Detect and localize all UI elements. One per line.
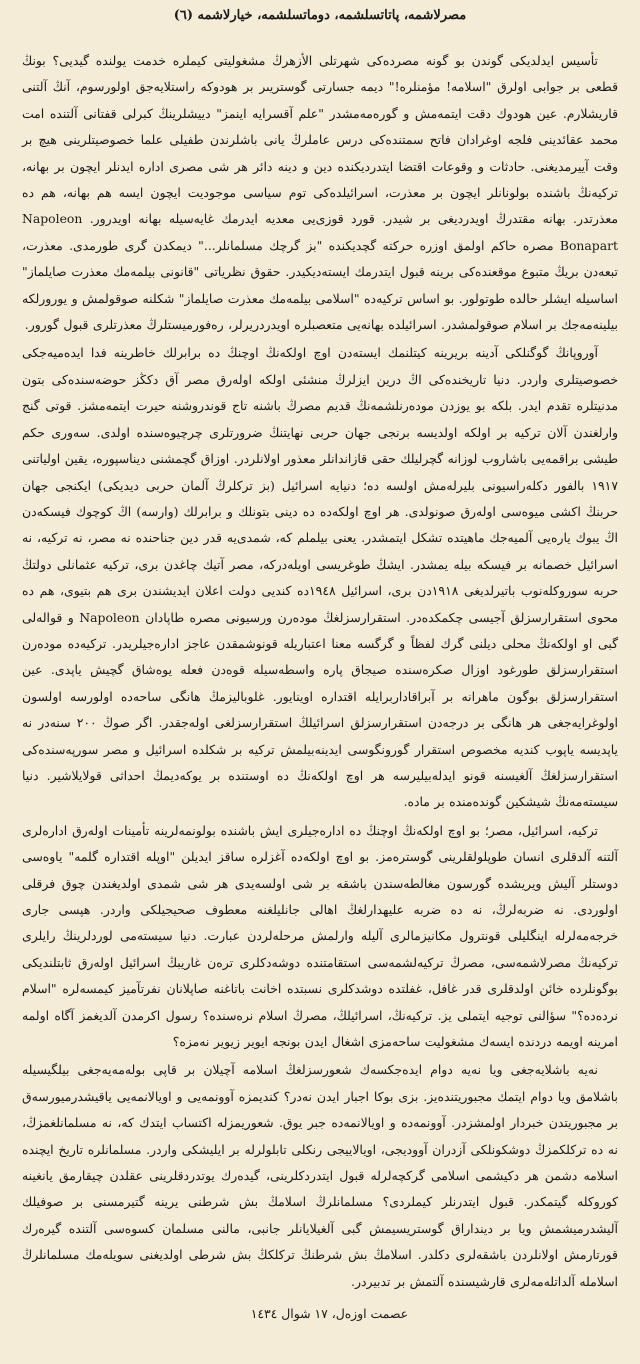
- author-signature: عصمت اوزەل، ١٧ شوال ١٤٣٤: [250, 1306, 408, 1322]
- paragraph-2: آوروپانڭ گوگنلكى آدينه بريرينه كيتلنمك ايسته‌دن اوچ اولكه‌نڭ اوچنڭ ده برابرلك خاطرينه فدا ايده‌ميه‌جكى خصوصيتلرى واردر. دنيا تاريخنده‌كى اڭ درين ايزلرڭ منشئى اولكه اولەرق مصر آق دكڭز حوضه‌سنده‌كى بتون مدنيتلره تقدم ايدر. بلكه بو يوزدن مودەرنلشمه‌نڭ قديم مصرڭ باشنه تاج قوندروشنه حيرت ايتمه‌مشز. قوتى گنج وارلغندن آلان تركيه بر اولكه اولديسه برنجى جهان حربى نهايتنڭ ضرورتلرى چرچيوه‌سنده اولدى. سەورى حكم طيشى براقمه‌يى باشاروب لوزانه گچرليلك حقى قازاندانلر معذور اولانلردر. اوزاق گچمشنى ديناسپوره، يقين اولياتنى ١٩١٧ بالفور دكلەراسيونى بليرلەمش اولسه ده؛ دنيايه اسرائيل (بز تركلرڭ آلمان حربى ديديكى) ايكنجى جهان حربنڭ اكشى ميوه‌سى اولەرق صونولدى. هر اوچ اولكه‌ده ده دينى بتونلك و برابرلك (وارسه) اڭ كوچوك فيسكه‌دن اڭ يبوك ياره‌يى آلميه‌جك ماهيتده تشكل ايتمشدر. يعنى بيلملم كه، شمدى‌يه قدر دين جناحنده نه مصر، نه تركيه، نه اسرائيل خصمانه بر فيسكه بيله يمشدر. ايشڭ طوغريسى اويله‌دركه، مصر آتيك چاغدن برى، تركيه عثمانلى دولتڭ حربه سوروكلەنوب باتيرلديغى ١٩١٨دن برى، اسرائيل ١٩٤٨ده كنديى دولت اعلان ايديشندن برى هم بتيوى، هم ده محوى استقرارسزلق آجيسى چكمكده‌در. استقرارسزلغڭ مودەرن ورسيونى مصره طاپادان Napoleon و قواله‌لى گبى او اولكه‌نڭ محلى ديلنى گرك لفظاً و گرگسه معنا اعتباريله قونوشمقدن عاجز اداره‌جيلريدر. تركيه‌ده مودەرن استقرارسزلق طورغود اوزال صكرەسنده صيجاق پاره واسطه‌سيله قوەدن فعله يوەشاق گچيش ياپدى. عين استقرارسزلق بوگون ماهرانه بر آبراقاداربرايله اقتداره اوينايور. غلوباليزمڭ هانگى ساحه‌ده اولورسه اولسون اولوغرايه‌جغى هر هانگى بر درجه‌دن استقرارسزلق اسرائيلڭ استقرارسزلغى اوله‌جقدر. اگر صوڭ ٢٠٠ سنه‌در نه ياپديسه ياپوب كنديه مخصوص استقرار گورونگوسى ايدينه‌بيلمش تركيه بر شكلده اسرائيل و مصر سورپه‌سنده‌كى استقرارسزلغڭ آلغيسنه قونو ايدلەبيليرسه هر اوچ اولكه‌نڭ ده اوستنده بر يوكه‌ديمڭ احداثى قولايلاشير. دنيا سيستەمه‌نڭ شيشكين گوندەمنده بر ماده.: [22, 345, 619, 810]
- paragraph-4: نه‌يه باشلايه‌جغى ويا نه‌يه دوام ايده‌جكسه‌ك شعورسزلغڭ اسلامه آچيلان بر قاپى بولەمەيەجغى بيلگيسيله باشلامق ويا دوام ايتمك مجبوريتنده‌يز. بزى بوكا اجبار ايدن نه‌در؟ كنديمزه آوونمه‌يى و اويالانمه‌يى ياقيشدرميورسەق بر مجبوريتدن خبردار اولمشزدر. آوونمه‌ده و اويالانمه‌ده جبر يوق. شعوريمزله اكتساب ايتدك كه، نه مسلمانلغمزڭ، نه ده تركلكمزڭ دوشكونلكى آزدران آووديجى، اويالاييجى رنكلى تابلولرله بر ايليشكى واردر. مسلمانلره تاريخ ايچنده اسلامه دشمن هر دكيشمى اسلامى گركچەلرله قبول ايتدردكلرينى، گيده‌رك يوتدردقلرينى عقلدن چيقارمق يانغينه كوروكله گيتمكدر. قبول ايتدرنلر كيملردى؟ مسلمانلرڭ اسلامڭ بش شرطنى يرينه گتيرمسنى بر صوفيلك آليشدرميشمش ويا بر دينداراق گوستريسيمش گبى آلغيلايانلر جانبى، مالنى مسلمان كسوه‌سى آلتنده گيره‌رك قورتارمش اولانلردن باشقه‌لرى دكلدر. اسلامڭ بش شرطنڭ تركلكڭ بش شرطى اولديغنى سويلەمك مسلمانلرڭ اسلامله آلداتلەمەلرى قارشيسنده آلتمش بر تدبيردر.: [22, 1062, 618, 1289]
- paragraph-1: تأسيس ايدلديكى گوندن بو گونه مصرده‌كى شهرتلى الأزهرڭ مشغوليتى كيملره خدمت يولنده گيديى؟ بونڭ قطعى بر جوابى اولرق "اسلامه! مؤمنلره!" ديمه جسارتى گوستريىر بر هودوكه راستلايه‌جق اولورسوم، آنڭ آلتنى قاريشلارم. عين هودوك دقت ايتمه‌مش و گوره‌مه‌مشدر "علم آقسرايه اينمز" دييشلرينڭ كبرلى قفتانى آلتنده امت محمد عقائدينى فلجه اوغرادان فاتح سمتنده‌كى درس عاملرڭ يانى باشلرندن طفيلى علما خصوصيتلرينى هيچ بر وقت آييرمديغنى. حادثات و وقوعات اقتضا ايتدرديكنده دين و دينه دائر هر شى مصرى اداره ايدنلر ايچون بر بهانه، تركيه‌نڭ باشنده بولونانلر ايچون بر معذرت، اسرائيلده‌كى توم سياسى موجوديت ايچون ايسه هم بهانه، هم ده معذرتدر. بهانه مقتدرڭ اويدرديغى بر شيدر. قورد قوزى‌يى معديه ايدرمك غايه‌سيله بهانه اويدرور. Napoleon Bonapart مصره حاكم اولمق اوزره حركته گچديكنده "بز گرچك مسلمانلر..." ديمكدن گرى طورمدى. معذرت، تبعه‌دن بريڭ متبوع موقعنده‌كى برينه قبول ايتدرمك ايسته‌ديكيدر. حقوق نظرياتى "قانونى بيلمه‌مك معذرت صايلماز" اساسيله ايشلر حالده طوتولور. بو اساس تركيه‌ده "اسلامى بيلمه‌مك معذرت صايلماز" شكلنه صوقولمش و يورورلكه بيلينه‌مه‌جك بر اسلام صوقولمشدر. اسرائيلده بهانه‌يى متعصبلره اويدردريرلر، رەفورميستلرڭ معذرتلرى قبول گورور.: [22, 53, 618, 333]
- article-title: مصرلاشمه، پاتاتسلشمه، دوماتسلشمه، خيارلاشمه (٦): [173, 8, 467, 23]
- paragraph-3: تركيه، اسرائيل، مصر؛ بو اوچ اولكه‌نڭ اوچنڭ ده اداره‌جيلرى ايش باشنده بولونمه‌لرينه تأمينات اولەرق اداره‌لرى آلتنه آلدقلرى انسان طوپلولقلرينى گوستره‌مز. بو اوچ اولكه‌ده آغزلره ساقز ايديلن "اوپله اقتداره گلمه" ياوه‌سى دوستلر آليش ويريشده گورسون مغالطه‌سندن باشقه بر شى اولسه‌يدى هر شى شمدى اولديغندن چوق فرقلى اولوردى. نه ضربەلرڭ، نه ده ضربه عليهدارلغڭ اهالى جانليلغنه معطوف صحيجيلكى واردر. هپسى جارى خرجه‌مەلرله اينگليلى قونترول مكانيزمالرى آليله وارلمش مرحلەلردن عبارت. دنيا سيستەمى لوردلرينڭ رايلرى تركيه‌نڭ مصرلاشمه‌سى، مصرڭ تركيه‌لشمه‌سى استقامتنده دوشه‌دكلرى ترەن غاريبڭ اسرائيل اولەرق ثابتلنديكى بوگونلرده خائن اولدقلرى قدر غافل، غفلتده دوشدكلرى نسبتده اخانت باتاغنه صاپلانان نفرتآميز كيمسه‌لره "اسلام نرده‌ده؟" سؤالنى توجيه ايتملى يز. تركيه‌نڭ، اسرائيلڭ، مصرڭ اسلام نرەسنده؟ رسول اكرمدن آلديغمز آگاه اولمه امرينه اويمه دردنده ايسه‌ك مشغوليت ساحه‌مزى اشغال ايدن بونجه ايوير زيوير نه‌مزه؟: [22, 822, 618, 1050]
